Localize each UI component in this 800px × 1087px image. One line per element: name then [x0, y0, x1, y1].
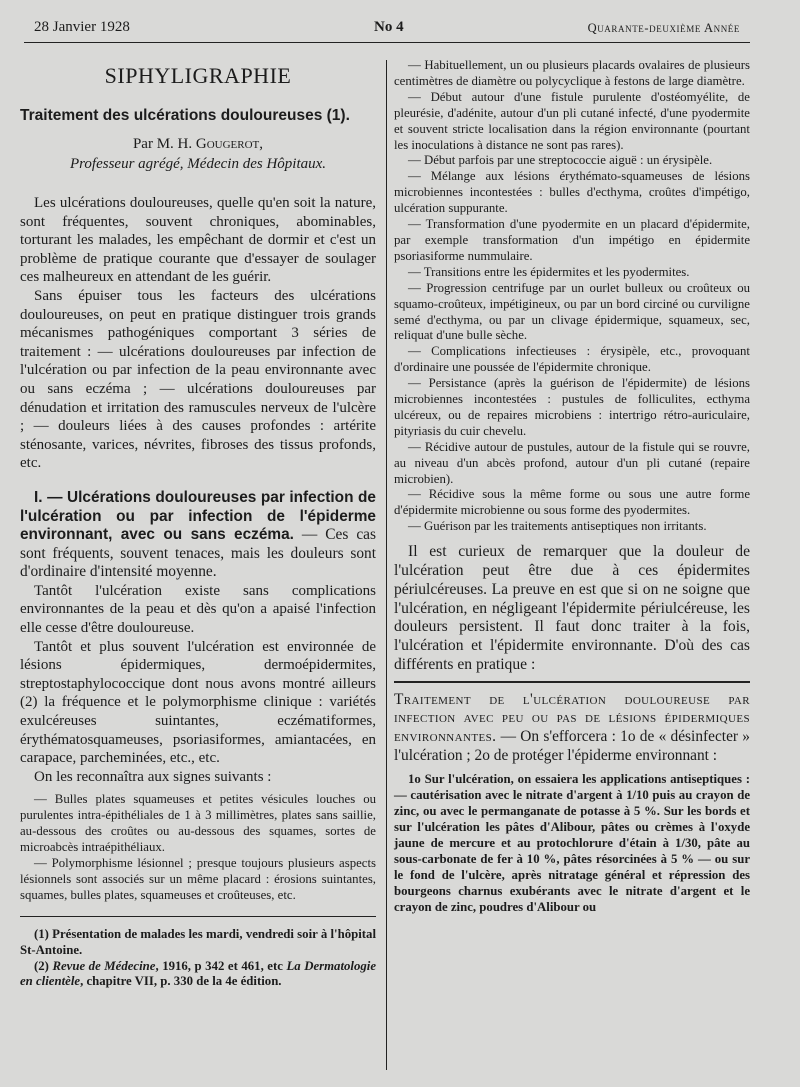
footnote-1: (1) Présentation de malades les mardi, vendredi soir à l'hôpital St-Antoine.: [20, 926, 376, 957]
paragraph: Tantôt et plus souvent l'ulcération est environnée de lésions épidermiques, dermoépidermites, streptostaphylococcique dont nous avons montré ailleurs (2) la fréquence et le polymorphisme clinique : variétés exulcéreuses suintantes, eczématiformes, érythématosquameuses, psoriasiformes, amiantacées, en carapace, parcheminées, etc., etc.: [20, 638, 376, 767]
treatment-heading: [394, 691, 750, 765]
author-prefix: Par M. H.: [132, 136, 196, 152]
sign-item: — Transformation d'une pyodermite en un placard d'épidermite, par exemple transformation d'un impétigo en épidermite psoriasiforme nummulaire.: [394, 217, 750, 263]
footnote-2-book: La Dermatologie en clientèle: [20, 958, 376, 989]
footnote-rule: [20, 916, 376, 917]
treatment-heading-title: Traitement de l'ulcération douloureuse par infection avec peu ou pas de lésions épidermiques environnantes.: [394, 690, 750, 745]
issue-date: 28 Janvier 1928: [34, 19, 130, 35]
column-divider: [386, 60, 387, 1070]
sign-item: — Guérison par les traitements antiseptiques non irritants.: [408, 519, 707, 534]
sign-item: — Habituellement, un ou plusieurs placards ovalaires de plusieurs centimètres de diamètre ou polycyclique à festons de large diamètre.: [394, 58, 750, 88]
sign-item: — Polymorphisme lésionnel ; presque toujours plusieurs aspects lésionnels sont associés sur un même placard : érosions suintantes, squames, bulles plates, squameuses et croûteuses, etc.: [20, 856, 376, 902]
footnote-2-journal: Revue de Médecine: [52, 958, 156, 973]
author-line: [20, 134, 376, 154]
sign-item: — Mélange aux lésions érythémato-squameuses de lésions microbiennes incontestées : bulles d'ecthyma, croûtes d'impétigo, ulcération suppurante.: [394, 169, 750, 216]
footnote-2-prefix: (2): [34, 958, 53, 973]
section-title: SIPHYLIGRAPHIE: [104, 63, 292, 88]
treatment-text: on essaiera les applications antiseptiques : — cautérisation avec le nitrate d'argent à 1/10 puis au crayon de zinc, ou avec le permanganate de potasse à 5 %. Sur les bords et sur l'ulcération les pâtes d'Alibour, pâtes ou crèmes à l'oxyde jaune de mercure et au protochlorure d'étain à 1/30, pâte au sous-carbonate de fer à 10 %, pâtes résorcinées à 5 % — ou sur le fond de l'ulcère, après nitratage général et répression des bourgeons charnus exubérants avec le nitrate d'argent et le crayon de zinc, poudres d'Alibour ou: [394, 772, 751, 915]
remark-paragraph: [394, 543, 750, 675]
author-name: Gougerot,: [195, 136, 264, 152]
article-title: Traitement des ulcérations douloureuses (1).: [20, 107, 350, 124]
sign-item: — Récidive sous la même forme ou sous une autre forme d'épidermite microbienne ou sous forme des pyodermites.: [394, 487, 750, 518]
paragraph: Il est curieux de remarquer que la douleur de l'ulcération peut être due à ces épidermites périulcéreuses. La preuve en est que si on ne soigne que l'ulcération, en négligeant l'épidermite périulcéreuse, les douleurs persistent. Il faut donc traiter à la fois, l'ulcération et l'épidermite environnante. D'où des cas différents en pratique :: [394, 543, 750, 673]
sign-item: — Transitions entre les épidermites et les pyodermites.: [408, 264, 690, 279]
subsection-heading: [20, 489, 376, 582]
subsection-heading-bold: I. — Ulcérations douloureuses par infection de l'ulcération ou par infection de l'épiderme environnant, avec ou sans eczéma.: [20, 488, 376, 544]
footnote-2-mid: , 1916, p 342 et 461, etc: [155, 958, 287, 973]
sign-item: — Persistance (après la guérison de l'épidermite) de lésions microbiennes incontestées : pustules de folliculites, ecthyma ulcéreux, ou de repaires microbiens : intertrigo rétro-auriculaire, pityriasis du cuir chevelu.: [394, 376, 750, 438]
intro-body: [20, 194, 376, 473]
paragraph: Tantôt l'ulcération existe sans complications environnantes de la peau et dès qu'on a apaisé l'infection elle cesse d'être douloureuse.: [20, 582, 376, 637]
sign-item: — Progression centrifuge par un ourlet bulleux ou croûteux ou squamo-croûteux, impétigineux, ou par un bord circiné ou curviligne semé d'ecthyma, ou par un clivage épidermique, squameux, sec, reliquat d'une bulle sèche.: [394, 280, 750, 343]
treatment-body: [394, 771, 750, 915]
paragraph: Sans épuiser tous les facteurs des ulcérations douloureuses, on peut en pratique distinguer trois grands mécanismes pathogéniques comportant 3 séries de traitement : — ulcérations douloureuses par infection de l'ulcération ou par infection de la peau environnante avec ou sans eczéma ; — ulcérations douloureuses par dénudation et irritation des ramuscules nerveux de l'ulcère ; — douleurs liées à des causes profondes : artérite sténosante, varices, névrites, fibroses des tissus profonds, etc.: [20, 287, 376, 472]
author-affiliation: Professeur agrégé, Médecin des Hôpitaux.: [69, 156, 327, 172]
right-column: [394, 58, 750, 915]
paragraph: Les ulcérations douloureuses, quelle qu'en soit la nature, sont fréquentes, souvent chroniques, abominables, torturant les malades, les empêchant de dormir et c'est un problème de pratique courante que d'essayer de soulager ces malheureux en attendant de les guérir.: [20, 195, 376, 286]
footnotes: [20, 927, 376, 991]
header-rule: [24, 42, 750, 43]
paragraph: On les reconnaîtra aux signes suivants :: [34, 768, 272, 785]
subsection-heading-rest: — Ces cas sont fréquents, souvent tenaces, mais les douleurs sont d'ordinaire d'intensité moyenne.: [20, 526, 376, 581]
treatment-heading-rest: — On s'efforcera : 1o de « désinfecter » l'ulcération ; 2o de protéger l'épiderme environnant :: [394, 727, 750, 764]
section-body: [20, 582, 376, 787]
page-header: [34, 19, 740, 41]
sign-item: — Début parfois par une streptococcie aiguë : un érysipèle.: [408, 153, 713, 168]
treatment-lead: 1o Sur l'ulcération,: [408, 772, 514, 787]
footnote-2-suffix: , chapitre VII, p. 330 de la 4e édition.: [80, 974, 282, 989]
issue-number: No 4: [374, 19, 404, 35]
left-column: [20, 58, 376, 990]
signs-list-continued: [394, 58, 750, 535]
sign-item: — Complications infectieuses : érysipèle, etc., provoquant d'ordinaire une poussée de l'épidermite chronique.: [394, 344, 750, 375]
treatment-paragraph: [394, 771, 750, 915]
sign-item: — Récidive autour de pustules, autour de la fistule qui se rouvre, au niveau d'un abcès profond, autour d'un pli cutané (repaire microbien).: [394, 439, 750, 486]
sign-item: — Bulles plates squameuses et petites vésicules louches ou purulentes intra-épithéliales de 1 à 3 millimètres, plates sans saillie, au-dessous des croûtes ou au-dessous des squames, sortes de microabcès intraépithéliaux.: [20, 792, 376, 855]
section-rule: [394, 681, 750, 683]
signs-list: [20, 792, 376, 903]
publication-year: Quarante-deuxième Année: [587, 21, 740, 35]
sign-item: — Début autour d'une fistule purulente d'ostéomyélite, de pleurésie, d'adénite, autour d'un pli cutané infecté, d'une pyodermite et souvent stricte localisation dans la région environnante (pourtant les inoculations à distance ne sont pas rares).: [394, 89, 750, 152]
footnote-2: [20, 959, 376, 991]
